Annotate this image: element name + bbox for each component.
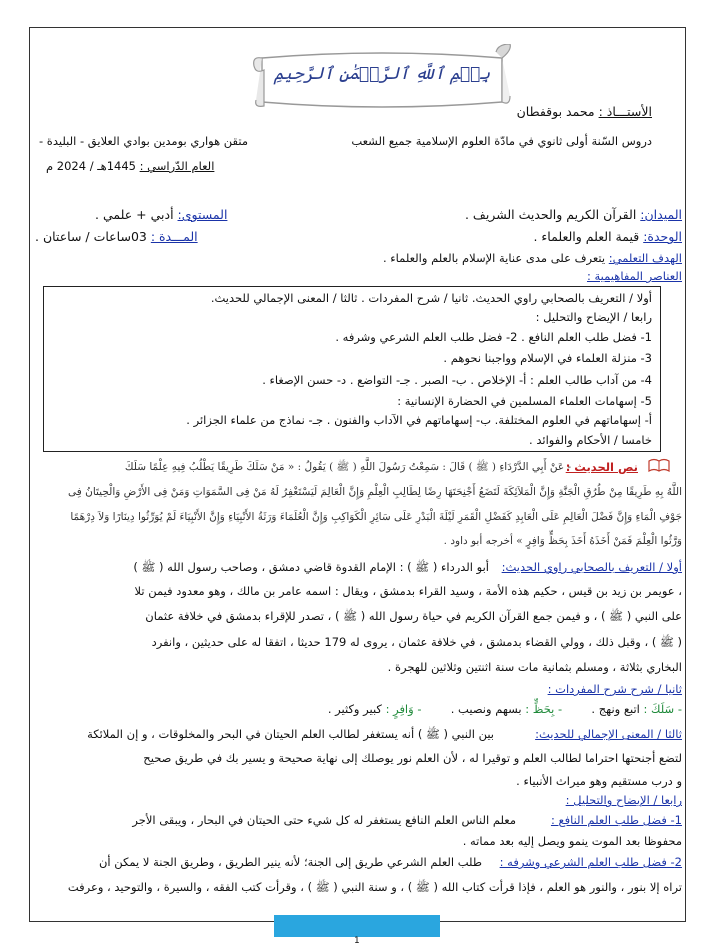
year-label: العام الدّراسي : bbox=[139, 159, 215, 173]
unit-label: الوحدة: bbox=[643, 229, 682, 244]
section1-line: البخاري بثلاثة ، ومسلم بثمانية مات سنة اثنتين وثلاثين للهجرة . bbox=[387, 660, 682, 674]
duration-label: المـــدة : bbox=[150, 229, 198, 244]
section4-title: رابعا / الإيضاح والتحليل : bbox=[565, 793, 682, 807]
section3-line: و درب مستقيم وهو ميراث الأنبياء . bbox=[516, 774, 682, 788]
section2-title: ثانيا / شرح شرح المفردات : bbox=[547, 682, 682, 696]
teacher-name: محمد بوقفطان bbox=[516, 104, 595, 119]
section1-line: ( ﷺ ) ، وقبل ذلك ، وولي القضاء بدمشق ، في خلافة عثمان ، يروى له 179 حديثا ، اتفقا له على حديثين ، وانفرد bbox=[151, 635, 682, 649]
outline-item: أ- إسهاماتهم في العلوم المختلفة. ب- إسهاماتهم في الآداب والفنون . جـ- نماذج من علماء الجزائر . bbox=[186, 413, 652, 427]
section1-line: أبو الدرداء ( ﷺ ) : الإمام القدوة قاضي دمشق ، وصاحب رسول الله ( ﷺ ) bbox=[133, 560, 489, 574]
concepts-label: العناصر المفاهيمية : bbox=[586, 269, 682, 283]
duration-value: 03ساعات / ساعتان . bbox=[35, 229, 147, 244]
outline-item: 5- إسهامات العلماء المسلمين في الحضارة الإنسانية : bbox=[397, 394, 652, 408]
field-line bbox=[465, 207, 682, 223]
vocab-word: - سَلَكَ : bbox=[643, 702, 682, 716]
teacher-label: الأستـــاذ : bbox=[598, 104, 652, 119]
vocab-meaning: بسهم ونصيب . bbox=[450, 702, 522, 716]
school-name: متقن هواري بومدين بوادي العلايق - البليدة - bbox=[39, 134, 249, 148]
outline-item: رابعا / الإيضاح والتحليل : bbox=[535, 310, 652, 324]
section1-line: على النبي ( ﷺ ) ، و فيمن جمع القرآن الكريم في حياة رسول الله ( ﷺ ) ، تصدر للإقراء بدمشق في خلافة عثمان bbox=[145, 609, 682, 623]
level-value: أدبي + علمي . bbox=[95, 207, 174, 222]
hadith-line: وَرَّثُوا الْعِلْمَ فَمَنْ أَخَذَهُ أَخَذَ بِحَظٍّ وَافِرٍ » أخرجه أبو داود . bbox=[443, 535, 682, 547]
vocab-row bbox=[328, 701, 682, 717]
point1-line: معلم الناس العلم النافع يستغفر له كل شيء حتى الحيتان في البحار ، ويبقى الأجر bbox=[132, 813, 516, 827]
basmala: بِسۡمِ ٱللَّهِ ٱلرَّحۡمَٰنِ ٱلرَّحِيمِ bbox=[273, 64, 491, 84]
page-number: 1 bbox=[354, 936, 360, 946]
section1-title: أولا / التعريف بالصحابي راوي الحديث: bbox=[501, 560, 682, 574]
hadith-line: جَوْفِ الْمَاءِ وَإِنَّ فَضْلَ الْعَالِمِ عَلَى الْعَابِدِ كَفَضْلِ الْقَمَرِ لَيْلَةَ الْبَدْرِ عَلَى سَائِرِ الْكَوَاكِبِ وَإِنَّ الْعُلَمَاءَ وَرَثَةُ الأَنْبِيَاءِ وَإِنَّ الأَنْبِيَاءَ لَمْ يُوَرِّثُوا دِينَارًا وَلاَ دِرْهَمًا bbox=[70, 511, 682, 523]
point2-line: طلب العلم الشرعي طريق إلى الجنة؛ لأنه ينير الطريق ، وطريق الجنة لا يمكن أن bbox=[98, 855, 482, 869]
hadith-label: نص الحديث : bbox=[565, 460, 638, 474]
goal-line bbox=[383, 250, 682, 266]
unit-line bbox=[533, 229, 682, 245]
footer-bar bbox=[274, 915, 440, 937]
point1-line: محفوظا بعد الموت ينمو ويصل إليه بعد مماته . bbox=[462, 834, 682, 848]
field-label: الميدان: bbox=[640, 207, 682, 222]
teacher-line bbox=[517, 104, 652, 120]
outline-item: 3- منزلة العلماء في الإسلام وواجبنا نحوهم . bbox=[443, 351, 652, 365]
outline-item: أولا / التعريف بالصحابي راوي الحديث. ثانيا / شرح المفردات . ثالثا / المعنى الإجمالي للحديث. bbox=[210, 291, 652, 305]
course-line: دروس السّنة أولى ثانوي في مادّة العلوم الإسلامية جميع الشعب bbox=[351, 134, 652, 148]
point1-title: 1- فضل طلب العلم النافع : bbox=[550, 813, 682, 827]
point2-title: 2- فضل طلب العلم الشرعي وشرفه : bbox=[499, 855, 682, 869]
vocab-meaning: اتبع ونهج . bbox=[591, 702, 640, 716]
section1-line: ، عويمر بن زيد بن قيس ، حكيم هذه الأمة ، وسيد القراء بدمشق ، ويقال : اسمه عامر بن مالك ، وهو معدود فيمن تلا bbox=[134, 584, 682, 598]
unit-value: قيمة العلم والعلماء . bbox=[533, 229, 640, 244]
vocab-word: - بِحَظٍّ : bbox=[525, 702, 563, 716]
point2-line: تراه إلا بنور ، والنور هو العلم ، فإذا قرأت كتاب الله ( ﷺ ) ، و سنة النبي ( ﷺ ) ، وقرأت كتب الفقه ، والسيرة ، والتوحيد ، وعرفت bbox=[67, 880, 682, 894]
year-value: 1445هـ / 2024 م bbox=[46, 159, 136, 173]
hadith-line: اللَّهُ بِهِ طَرِيقًا مِنْ طُرُقِ الْجَنَّةِ وَإِنَّ الْمَلاَئِكَةَ لَتَضَعُ أَجْنِحَتَهَا رِضًا لِطَالِبِ الْعِلْمِ وَإِنَّ الْعَالِمَ لَيَسْتَغْفِرُ لَهُ مَنْ فِى السَّمَوَاتِ وَمَنْ فِى الأَرْضِ وَالْحِيتَانُ فِى bbox=[68, 486, 682, 498]
level-line bbox=[95, 207, 227, 223]
book-icon bbox=[648, 458, 670, 472]
vocab-meaning: كبير وكثير . bbox=[327, 702, 382, 716]
goal-label: الهدف التعلمي: bbox=[608, 251, 682, 265]
section3-line: بين النبي ( ﷺ ) أنه يستغفر لطالب العلم الحيتان في البحر والمخلوقات ، و إن الملائكة bbox=[87, 727, 494, 741]
duration-line bbox=[35, 229, 198, 245]
section3-title: ثالثا / المعنى الإجمالي للحديث: bbox=[535, 727, 682, 741]
school-year bbox=[46, 158, 214, 174]
outline-item: 4- من آداب طالب العلم : أ- الإخلاص . ب- الصبر . جـ- التواضع . د- حسن الإصغاء . bbox=[262, 373, 652, 387]
vocab-word: - وَافِرٍ : bbox=[385, 702, 422, 716]
field-value: القرآن الكريم والحديث الشريف . bbox=[464, 207, 637, 222]
outline-item: خامسا / الأحكام والفوائد . bbox=[529, 433, 652, 447]
outline-item: 1- فضل طلب العلم النافع . 2- فضل طلب العلم الشرعي وشرفه . bbox=[335, 330, 652, 344]
hadith-line: - عَنْ أَبِي الدَّرْدَاءِ ( ﷺ ) قَالَ : سَمِعْتُ رَسُولَ اللَّهِ ( ﷺ ) يَقُولُ : « مَنْ سَلَكَ طَرِيقًا يَطْلُبُ فِيهِ عِلْمًا سَلَكَ bbox=[124, 461, 571, 473]
goal-value: يتعرف على مدى عناية الإسلام بالعلم والعلماء . bbox=[382, 251, 606, 265]
level-label: المستوى: bbox=[177, 207, 228, 222]
section3-line: لتضع أجنحتها احتراما لطالب العلم و توقيرا له ، لأن العلم نور يوصلك إلى نهاية صحيحة و يسير بك في طريق صحيح bbox=[143, 751, 682, 765]
